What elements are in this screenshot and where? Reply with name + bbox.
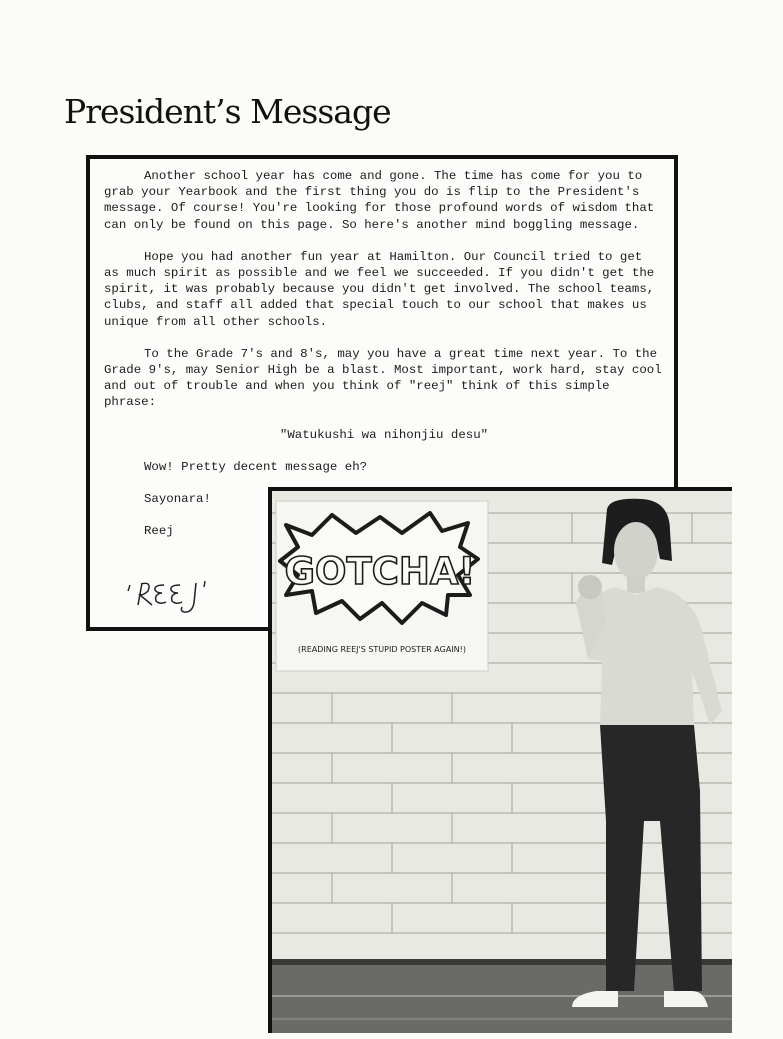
message-paragraph-3: To the Grade 7's and 8's, may you have a great time next year. To the Grade 9's, may Senior High be a blast. Most important, work hard, stay cool and out of trouble and when you think of "reej" think of this simple phrase: (104, 346, 662, 410)
page-title: President’s Message (64, 92, 391, 131)
photo-scene (272, 491, 732, 1033)
message-paragraph-1: Another school year has come and gone. The time has come for you to grab your Yearbook and the first thing you do is flip to the President's message. Of course! You're looking for those profound words of wisdom that can only be found on this page. So here's another mind boggling message. (104, 169, 655, 232)
photo (268, 487, 732, 1033)
message-closing-1: Wow! Pretty decent message eh? (144, 459, 368, 474)
message-paragraph-2: Hope you had another fun year at Hamilton. Our Council tried to get as much spirit as possible and we feel we succeeded. If you didn't get the spirit, it was probably because you didn't get involved. The school teams, clubs, and staff all added that special touch to our school that makes us unique from all other schools. (104, 249, 655, 329)
message-name: Reej (144, 524, 174, 539)
handwritten-signature (124, 575, 214, 615)
poster-caption: (READING REEJ'S STUPID POSTER AGAIN!) (298, 645, 466, 654)
message-phrase: "Watukushi wa nihonjiu desu" (279, 427, 489, 442)
message-closing-2: Sayonara! (144, 492, 211, 507)
poster-title: GOTCHA! (284, 550, 476, 593)
